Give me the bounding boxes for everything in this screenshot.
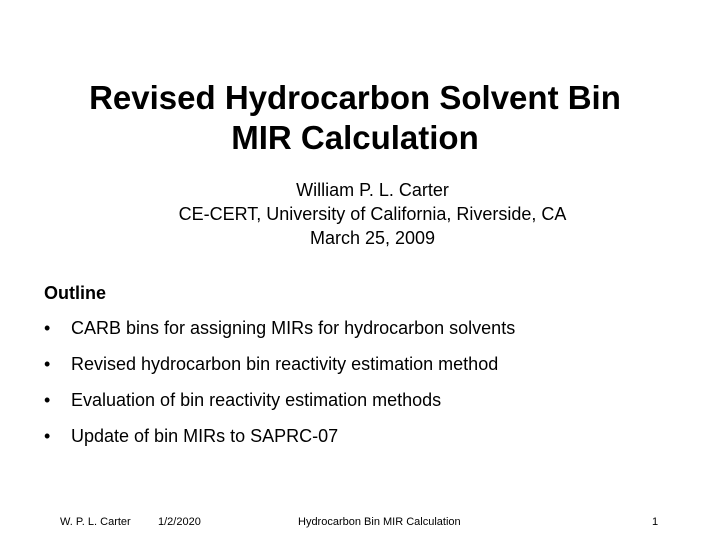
footer-page-number: 1 — [652, 516, 659, 528]
author-name: William P. L. Carter — [296, 180, 449, 200]
slide-title — [0, 78, 710, 158]
footer-author: W. P. L. Carter — [60, 516, 131, 528]
outline-heading: Outline — [44, 283, 106, 303]
slide-title-line-2: MIR Calculation — [231, 119, 479, 156]
author-affiliation: CE-CERT, University of California, Riverside, CA — [178, 204, 567, 224]
author-block — [90, 178, 655, 250]
bullet-icon: • — [44, 390, 51, 410]
slide-title-line-1: Revised Hydrocarbon Solvent Bin — [89, 79, 621, 116]
bullet-icon: • — [44, 318, 51, 338]
list-item-text: Revised hydrocarbon bin reactivity estimation method — [71, 354, 499, 374]
slide-footer — [0, 512, 720, 532]
footer-title: Hydrocarbon Bin MIR Calculation — [298, 516, 461, 528]
list-item-text: Update of bin MIRs to SAPRC-07 — [71, 426, 339, 446]
list-item-text: CARB bins for assigning MIRs for hydrocarbon solvents — [71, 318, 516, 338]
bullet-icon: • — [44, 354, 51, 374]
footer-date: 1/2/2020 — [158, 516, 201, 528]
list-item-text: Evaluation of bin reactivity estimation methods — [71, 390, 442, 410]
presentation-date: March 25, 2009 — [309, 228, 436, 248]
bullet-icon: • — [44, 426, 51, 446]
